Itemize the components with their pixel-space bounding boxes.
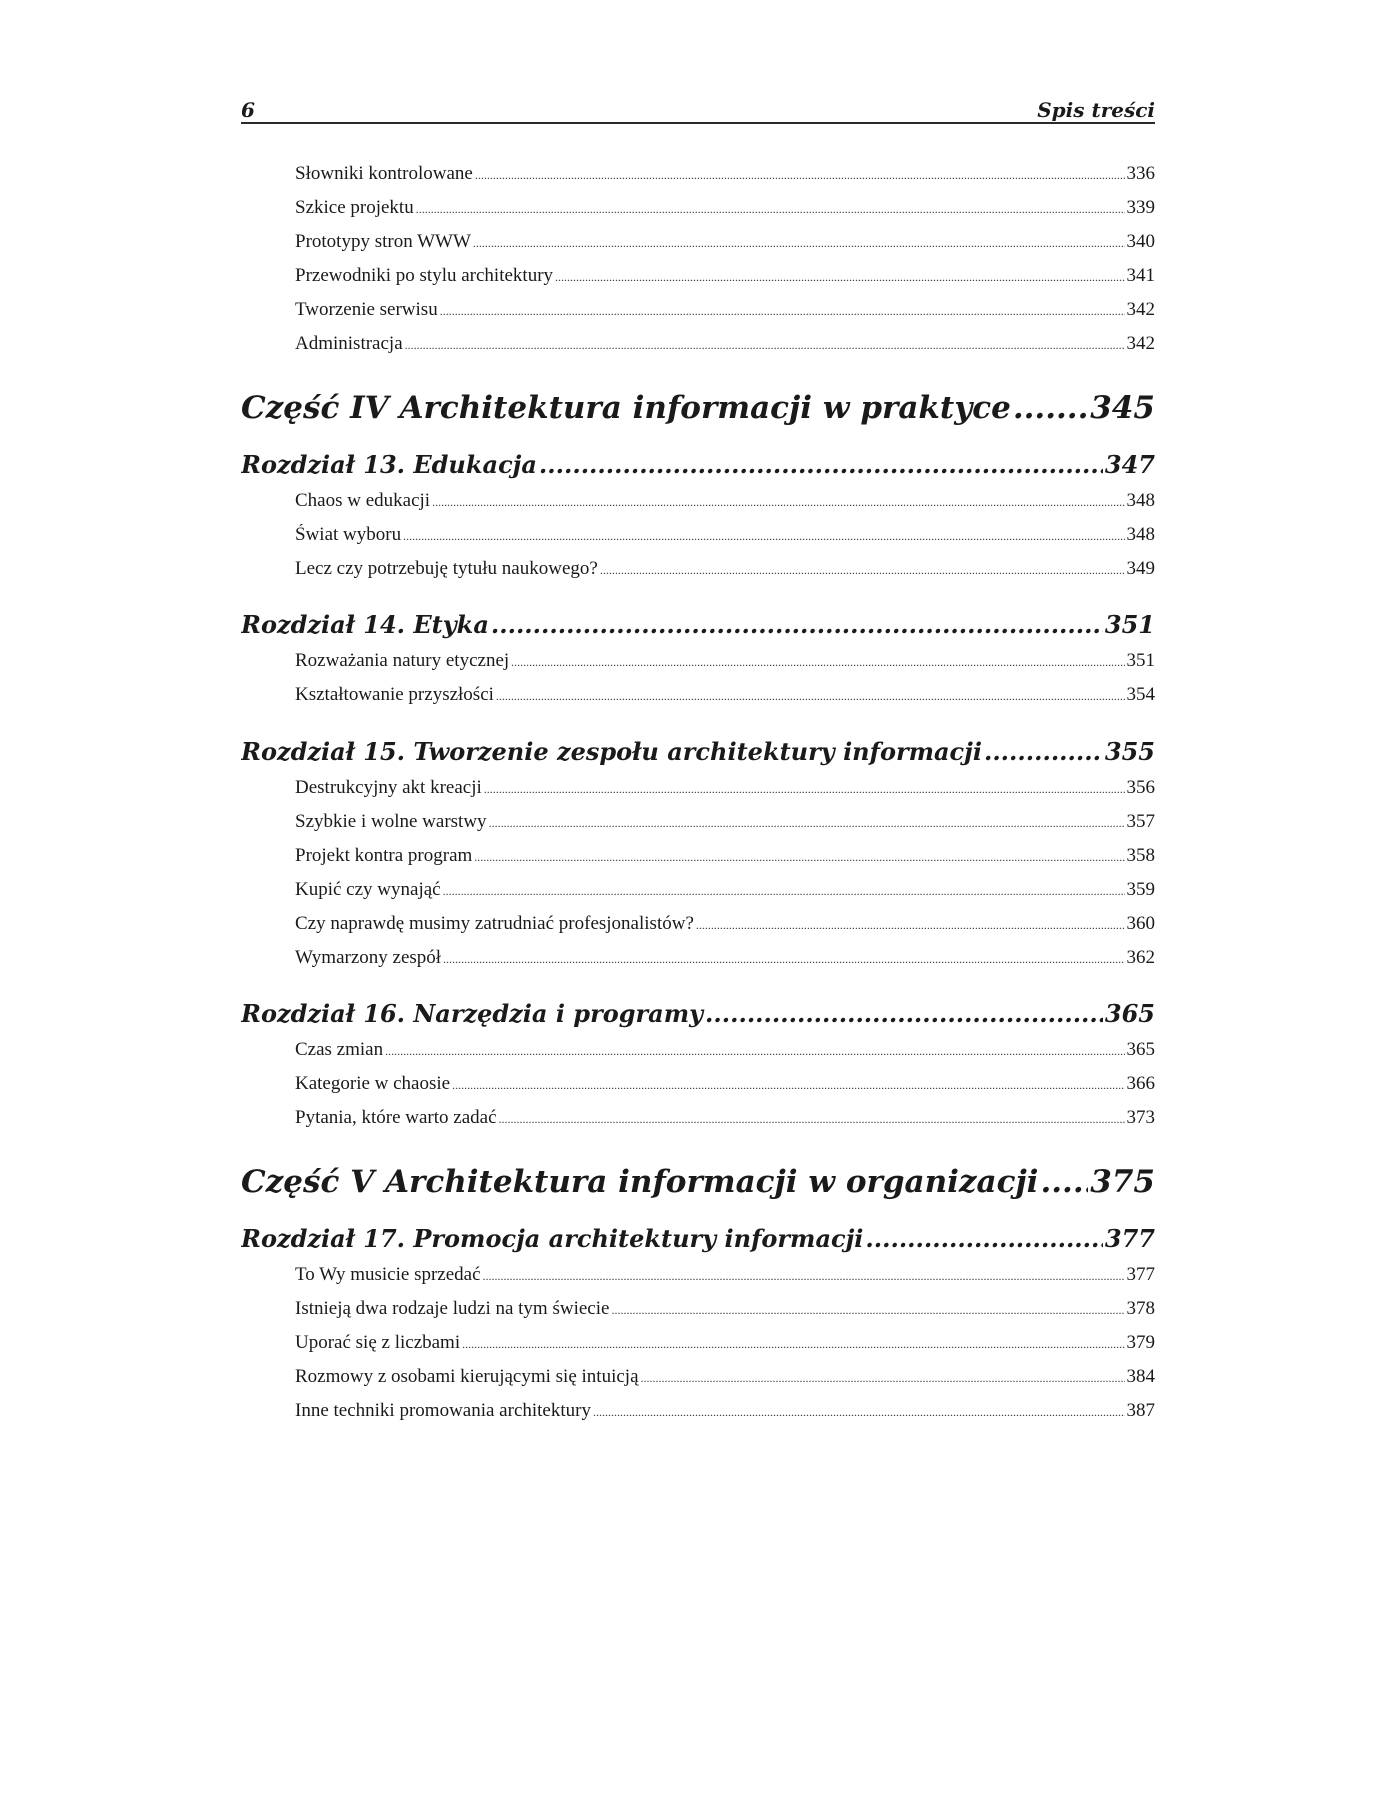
toc-entry-page: 336	[1126, 163, 1155, 184]
toc-section-entry[interactable]	[295, 197, 1155, 219]
toc-entry-label: Kupić czy wynająć	[295, 879, 441, 900]
running-title: Spis treści	[1037, 98, 1155, 122]
page-number: 6	[241, 98, 255, 122]
dot-leader	[385, 1044, 1124, 1059]
toc-entry-label: Prototypy stron WWW	[295, 231, 471, 252]
toc-section-entry[interactable]	[295, 650, 1155, 672]
toc-entry-page: 348	[1126, 490, 1155, 511]
toc-section-entry[interactable]	[295, 1400, 1155, 1422]
toc-chapter-entry[interactable]	[241, 1224, 1155, 1253]
toc-section-entry[interactable]	[295, 684, 1155, 706]
toc-entry-page: 360	[1126, 913, 1155, 934]
toc-entry-page: 345	[1090, 390, 1155, 426]
dot-leader	[474, 850, 1124, 865]
toc-entry-label: Czy naprawdę musimy zatrudniać profesjonalistów?	[295, 913, 694, 934]
dot-leader	[416, 202, 1125, 217]
toc-section-entry[interactable]	[295, 490, 1155, 512]
toc-section-entry[interactable]	[295, 811, 1155, 833]
dot-leader	[865, 1224, 1102, 1253]
toc-section-entry[interactable]	[295, 913, 1155, 935]
dot-leader	[473, 236, 1125, 251]
toc-entry-page: 365	[1104, 999, 1155, 1028]
toc-entry-label: To Wy musicie sprzedać	[295, 1264, 481, 1285]
toc-entry-label: Rozdział 13. Edukacja	[241, 450, 537, 479]
dot-leader	[491, 610, 1103, 639]
toc-entry-page: 349	[1126, 558, 1155, 579]
dot-leader	[452, 1078, 1124, 1093]
toc-entry-label: Rozdział 16. Narzędzia i programy	[241, 999, 704, 1028]
dot-leader	[1013, 390, 1088, 426]
toc-section-entry[interactable]	[295, 333, 1155, 355]
toc-chapter-entry[interactable]	[241, 450, 1155, 479]
dot-leader	[405, 338, 1125, 353]
dot-leader	[696, 918, 1125, 933]
toc-entry-label: Tworzenie serwisu	[295, 299, 438, 320]
dot-leader	[1040, 1164, 1088, 1200]
toc-entry-page: 378	[1126, 1298, 1155, 1319]
toc-section-entry[interactable]	[295, 558, 1155, 580]
toc-entry-page: 341	[1126, 265, 1155, 286]
toc-section-entry[interactable]	[295, 299, 1155, 321]
dot-leader	[432, 495, 1124, 510]
toc-entry-page: 373	[1126, 1107, 1155, 1128]
toc-entry-label: Słowniki kontrolowane	[295, 163, 473, 184]
toc-section-entry[interactable]	[295, 1107, 1155, 1129]
dot-leader	[511, 655, 1124, 670]
toc-entry-page: 357	[1126, 811, 1155, 832]
toc-chapter-entry[interactable]	[241, 737, 1155, 766]
dot-leader	[484, 782, 1125, 797]
toc-entry-page: 384	[1126, 1366, 1155, 1387]
dot-leader	[611, 1303, 1124, 1318]
toc-entry-label: Administracja	[295, 333, 403, 354]
dot-leader	[475, 168, 1125, 183]
toc-entry-page: 351	[1104, 610, 1155, 639]
toc-section-entry[interactable]	[295, 1264, 1155, 1286]
toc-entry-page: 377	[1104, 1224, 1155, 1253]
toc-entry-page: 355	[1104, 737, 1155, 766]
toc-entry-label: Kategorie w chaosie	[295, 1073, 451, 1094]
toc-entry-page: 342	[1126, 299, 1155, 320]
toc-entry-page: 354	[1126, 684, 1155, 705]
toc-entry-label: Rozdział 17. Promocja architektury informacji	[241, 1224, 864, 1253]
toc-section-entry[interactable]	[295, 1298, 1155, 1320]
dot-leader	[600, 563, 1125, 578]
dot-leader	[483, 1269, 1125, 1284]
toc-entry-page: 339	[1126, 197, 1155, 218]
toc-entry-page: 340	[1126, 231, 1155, 252]
toc-section-entry[interactable]	[295, 777, 1155, 799]
running-header	[241, 96, 1155, 124]
toc-part-entry[interactable]	[241, 390, 1155, 426]
toc-entry-label: Rozmowy z osobami kierującymi się intuicją	[295, 1366, 639, 1387]
toc-entry-label: Świat wyboru	[295, 524, 402, 545]
toc-entry-page: 347	[1104, 450, 1155, 479]
toc-entry-label: Rozważania natury etycznej	[295, 650, 510, 671]
toc-section-entry[interactable]	[295, 947, 1155, 969]
toc-entry-page: 375	[1090, 1164, 1155, 1200]
toc-entry-page: 365	[1126, 1039, 1155, 1060]
toc-entry-page: 387	[1126, 1400, 1155, 1421]
toc-entry-page: 358	[1126, 845, 1155, 866]
toc-entry-label: Szkice projektu	[295, 197, 414, 218]
toc-section-entry[interactable]	[295, 1366, 1155, 1388]
toc-entry-label: Część V Architektura informacji w organizacji	[241, 1164, 1039, 1200]
toc-entry-label: Pytania, które warto zadać	[295, 1107, 497, 1128]
toc-entry-page: 377	[1126, 1264, 1155, 1285]
dot-leader	[443, 884, 1125, 899]
toc-section-entry[interactable]	[295, 1332, 1155, 1354]
dot-leader	[440, 304, 1125, 319]
dot-leader	[705, 999, 1103, 1028]
toc-section-entry[interactable]	[295, 845, 1155, 867]
toc-section-entry[interactable]	[295, 265, 1155, 287]
toc-entry-label: Lecz czy potrzebuję tytułu naukowego?	[295, 558, 598, 579]
toc-entry-label: Projekt kontra program	[295, 845, 473, 866]
dot-leader	[641, 1371, 1125, 1386]
toc-section-entry[interactable]	[295, 231, 1155, 253]
toc-entry-page: 379	[1126, 1332, 1155, 1353]
toc-entry-page: 366	[1126, 1073, 1155, 1094]
toc-entry-label: Uporać się z liczbami	[295, 1332, 461, 1353]
toc-section-entry[interactable]	[295, 524, 1155, 546]
toc-section-entry[interactable]	[295, 1073, 1155, 1095]
toc-chapter-entry[interactable]	[241, 610, 1155, 639]
toc-chapter-entry[interactable]	[241, 999, 1155, 1028]
dot-leader	[443, 952, 1124, 967]
toc-entry-label: Rozdział 14. Etyka	[241, 610, 489, 639]
toc-section-entry[interactable]	[295, 879, 1155, 901]
dot-leader	[462, 1337, 1124, 1352]
toc-entry-page: 359	[1126, 879, 1155, 900]
toc-entry-page: 362	[1126, 947, 1155, 968]
dot-leader	[496, 689, 1125, 704]
toc-entry-label: Kształtowanie przyszłości	[295, 684, 494, 705]
dot-leader	[539, 450, 1103, 479]
toc-entry-label: Czas zmian	[295, 1039, 384, 1060]
toc-section-entry[interactable]	[295, 163, 1155, 185]
toc-entry-page: 356	[1126, 777, 1155, 798]
dot-leader	[593, 1405, 1125, 1420]
toc-entry-label: Chaos w edukacji	[295, 490, 431, 511]
toc-entry-label: Wymarzony zespół	[295, 947, 442, 968]
toc-section-entry[interactable]	[295, 1039, 1155, 1061]
toc-entry-label: Rozdział 15. Tworzenie zespołu architektury informacji	[241, 737, 982, 766]
toc-entry-label: Szybkie i wolne warstwy	[295, 811, 487, 832]
toc-entry-label: Część IV Architektura informacji w praktyce	[241, 390, 1011, 426]
toc-entry-label: Przewodniki po stylu architektury	[295, 265, 554, 286]
dot-leader	[489, 816, 1125, 831]
toc-entry-page: 348	[1126, 524, 1155, 545]
toc-part-entry[interactable]	[241, 1164, 1155, 1200]
toc-entry-label: Destrukcyjny akt kreacji	[295, 777, 482, 798]
toc-entry-label: Inne techniki promowania architektury	[295, 1400, 591, 1421]
toc-entry-page: 342	[1126, 333, 1155, 354]
dot-leader	[984, 737, 1103, 766]
toc-entry-page: 351	[1126, 650, 1155, 671]
toc-entry-label: Istnieją dwa rodzaje ludzi na tym świecie	[295, 1298, 610, 1319]
dot-leader	[555, 270, 1124, 285]
dot-leader	[403, 529, 1124, 544]
dot-leader	[499, 1112, 1125, 1127]
